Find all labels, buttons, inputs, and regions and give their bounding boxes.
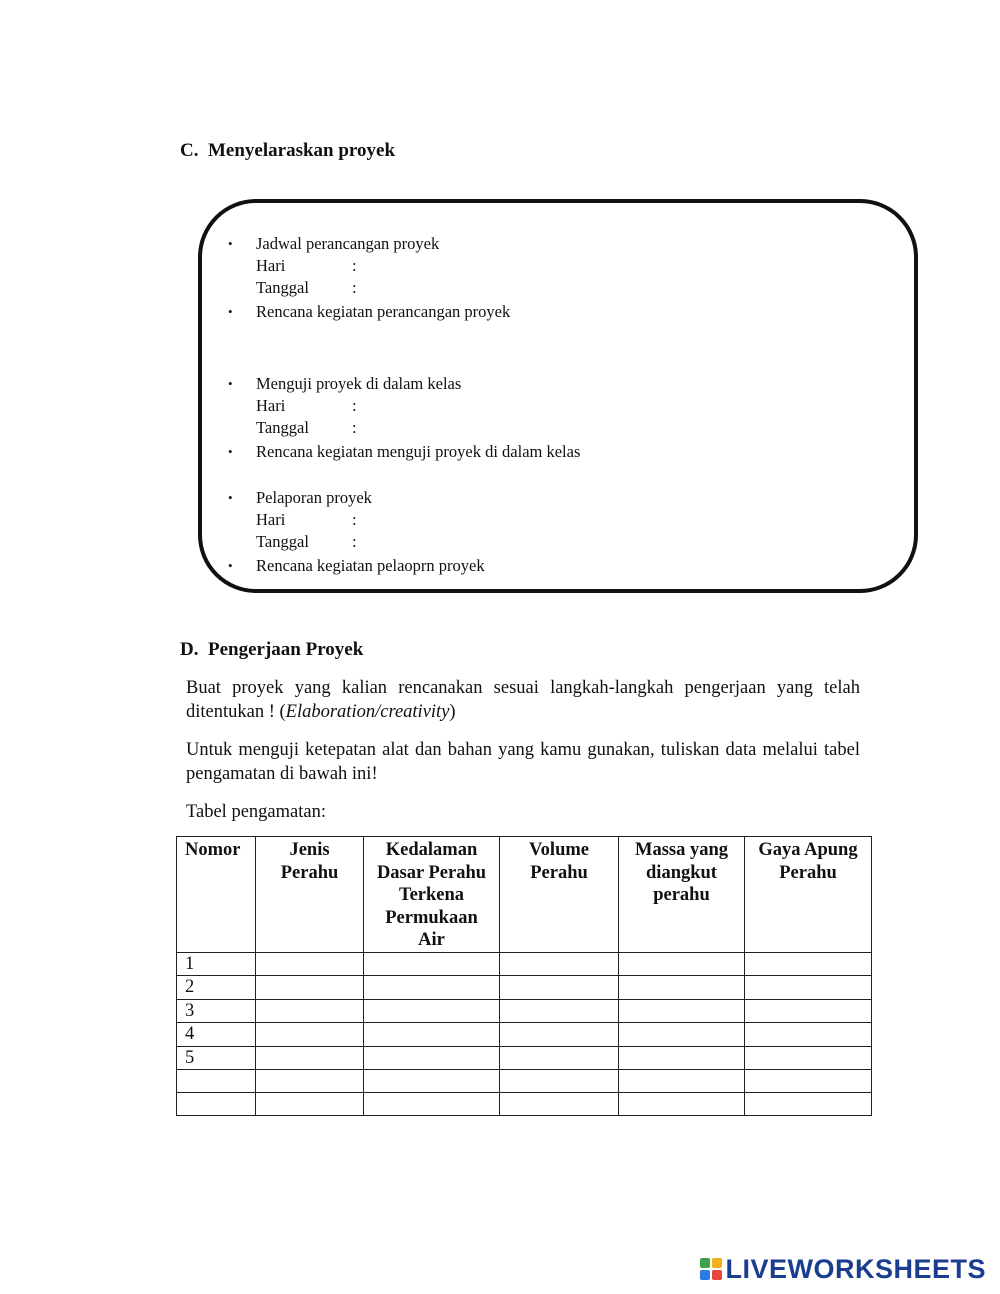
- section-c-heading: C. Menyelaraskan proyek: [180, 140, 396, 161]
- bullet-icon: •: [228, 490, 233, 505]
- design-day-colon: :: [352, 256, 357, 275]
- volume-cell[interactable]: [500, 1093, 619, 1116]
- test-day-colon: :: [352, 396, 357, 415]
- mass-cell[interactable]: [619, 999, 745, 1023]
- volume-cell[interactable]: [500, 1046, 619, 1070]
- depth-cell[interactable]: [364, 1070, 500, 1093]
- logo-squares-icon: [700, 1258, 722, 1280]
- volume-cell[interactable]: [500, 952, 619, 976]
- instruction-paragraph: Buat proyek yang kalian rencanakan sesuai langkah-langkah pengerjaan yang telah ditentukan ! (Elaboration/creativity): [186, 678, 860, 722]
- boat-type-cell[interactable]: [256, 976, 364, 1000]
- boat-type-cell[interactable]: [256, 1070, 364, 1093]
- test-plan-title: Rencana kegiatan menguji proyek di dalam kelas: [256, 442, 581, 461]
- depth-cell[interactable]: [364, 999, 500, 1023]
- logo-text: LIVEWORKSHEETS: [725, 1253, 986, 1284]
- report-day-colon: :: [352, 510, 357, 529]
- bullet-icon: •: [228, 236, 233, 251]
- row-number: 2: [177, 976, 256, 1000]
- table-row: [177, 1093, 872, 1116]
- test-date-colon: :: [352, 418, 357, 437]
- logo-square: [712, 1270, 722, 1280]
- test-day-label: Hari: [256, 396, 286, 415]
- test-date-label: Tanggal: [256, 418, 309, 437]
- report-plan-title: Rencana kegiatan pelaoprn proyek: [256, 556, 485, 575]
- volume-cell[interactable]: [500, 1023, 619, 1047]
- boat-type-cell[interactable]: [256, 952, 364, 976]
- design-schedule-title: Jadwal perancangan proyek: [256, 234, 440, 253]
- table-header-row: [177, 837, 872, 953]
- table-row: [177, 1023, 872, 1047]
- mass-cell[interactable]: [619, 1023, 745, 1047]
- buoyancy-cell[interactable]: [745, 1093, 872, 1116]
- buoyancy-cell[interactable]: [745, 1070, 872, 1093]
- bullet-icon: •: [228, 376, 233, 391]
- bullet-icon: •: [228, 304, 233, 319]
- observation-table: [176, 836, 872, 1116]
- table-row: [177, 952, 872, 976]
- section-d-heading: D. Pengerjaan Proyek: [180, 639, 364, 660]
- buoyancy-cell[interactable]: [745, 1023, 872, 1047]
- section-c-title: Menyelaraskan proyek: [208, 140, 396, 161]
- table-row: [177, 976, 872, 1000]
- mass-cell[interactable]: [619, 1046, 745, 1070]
- volume-cell[interactable]: [500, 1070, 619, 1093]
- logo-square: [700, 1270, 710, 1280]
- depth-cell[interactable]: [364, 1093, 500, 1116]
- row-number: [177, 1093, 256, 1116]
- boat-type-cell[interactable]: [256, 1093, 364, 1116]
- elaboration-keyword: Elaboration/creativity: [285, 702, 450, 722]
- table-row: [177, 1070, 872, 1093]
- mass-cell[interactable]: [619, 952, 745, 976]
- report-schedule-title: Pelaporan proyek: [256, 488, 372, 507]
- mass-cell[interactable]: [619, 976, 745, 1000]
- row-number: 4: [177, 1023, 256, 1047]
- project-schedule-box: [198, 199, 918, 593]
- table-row: [177, 1046, 872, 1070]
- volume-cell[interactable]: [500, 976, 619, 1000]
- bullet-icon: •: [228, 444, 233, 459]
- boat-type-cell[interactable]: [256, 1046, 364, 1070]
- buoyancy-cell[interactable]: [745, 952, 872, 976]
- table-caption: Tabel pengamatan:: [186, 802, 326, 822]
- mass-cell[interactable]: [619, 1093, 745, 1116]
- header-volume: Volume Perahu: [500, 837, 619, 953]
- test-schedule-title: Menguji proyek di dalam kelas: [256, 374, 462, 393]
- header-buoyancy: Gaya Apung Perahu: [745, 837, 872, 953]
- volume-cell[interactable]: [500, 999, 619, 1023]
- depth-cell[interactable]: [364, 1023, 500, 1047]
- bullet-icon: •: [228, 558, 233, 573]
- report-date-colon: :: [352, 532, 357, 551]
- row-number: 1: [177, 952, 256, 976]
- header-mass: Massa yang diangkut perahu: [619, 837, 745, 953]
- header-number: Nomor: [177, 837, 256, 953]
- row-number: 5: [177, 1046, 256, 1070]
- buoyancy-cell[interactable]: [745, 976, 872, 1000]
- report-day-label: Hari: [256, 510, 286, 529]
- depth-cell[interactable]: [364, 976, 500, 1000]
- design-plan-title: Rencana kegiatan perancangan proyek: [256, 302, 511, 321]
- header-depth: Kedalaman Dasar Perahu Terkena Permukaan Air: [364, 837, 500, 953]
- row-number: 3: [177, 999, 256, 1023]
- row-number: [177, 1070, 256, 1093]
- logo-square: [712, 1258, 722, 1268]
- mass-cell[interactable]: [619, 1070, 745, 1093]
- logo-square: [700, 1258, 710, 1268]
- depth-cell[interactable]: [364, 952, 500, 976]
- design-date-colon: :: [352, 278, 357, 297]
- liveworksheets-logo[interactable]: [700, 1254, 986, 1284]
- table-instruction-paragraph: Untuk menguji ketepatan alat dan bahan yang kamu gunakan, tuliskan data melalui tabel pengamatan di bawah ini!: [186, 740, 860, 784]
- section-d-title: Pengerjaan Proyek: [208, 639, 364, 660]
- design-date-label: Tanggal: [256, 278, 309, 297]
- design-day-label: Hari: [256, 256, 286, 275]
- buoyancy-cell[interactable]: [745, 999, 872, 1023]
- table-row: [177, 999, 872, 1023]
- boat-type-cell[interactable]: [256, 1023, 364, 1047]
- boat-type-cell[interactable]: [256, 999, 364, 1023]
- header-boat-type: Jenis Perahu: [256, 837, 364, 953]
- buoyancy-cell[interactable]: [745, 1046, 872, 1070]
- report-date-label: Tanggal: [256, 532, 309, 551]
- depth-cell[interactable]: [364, 1046, 500, 1070]
